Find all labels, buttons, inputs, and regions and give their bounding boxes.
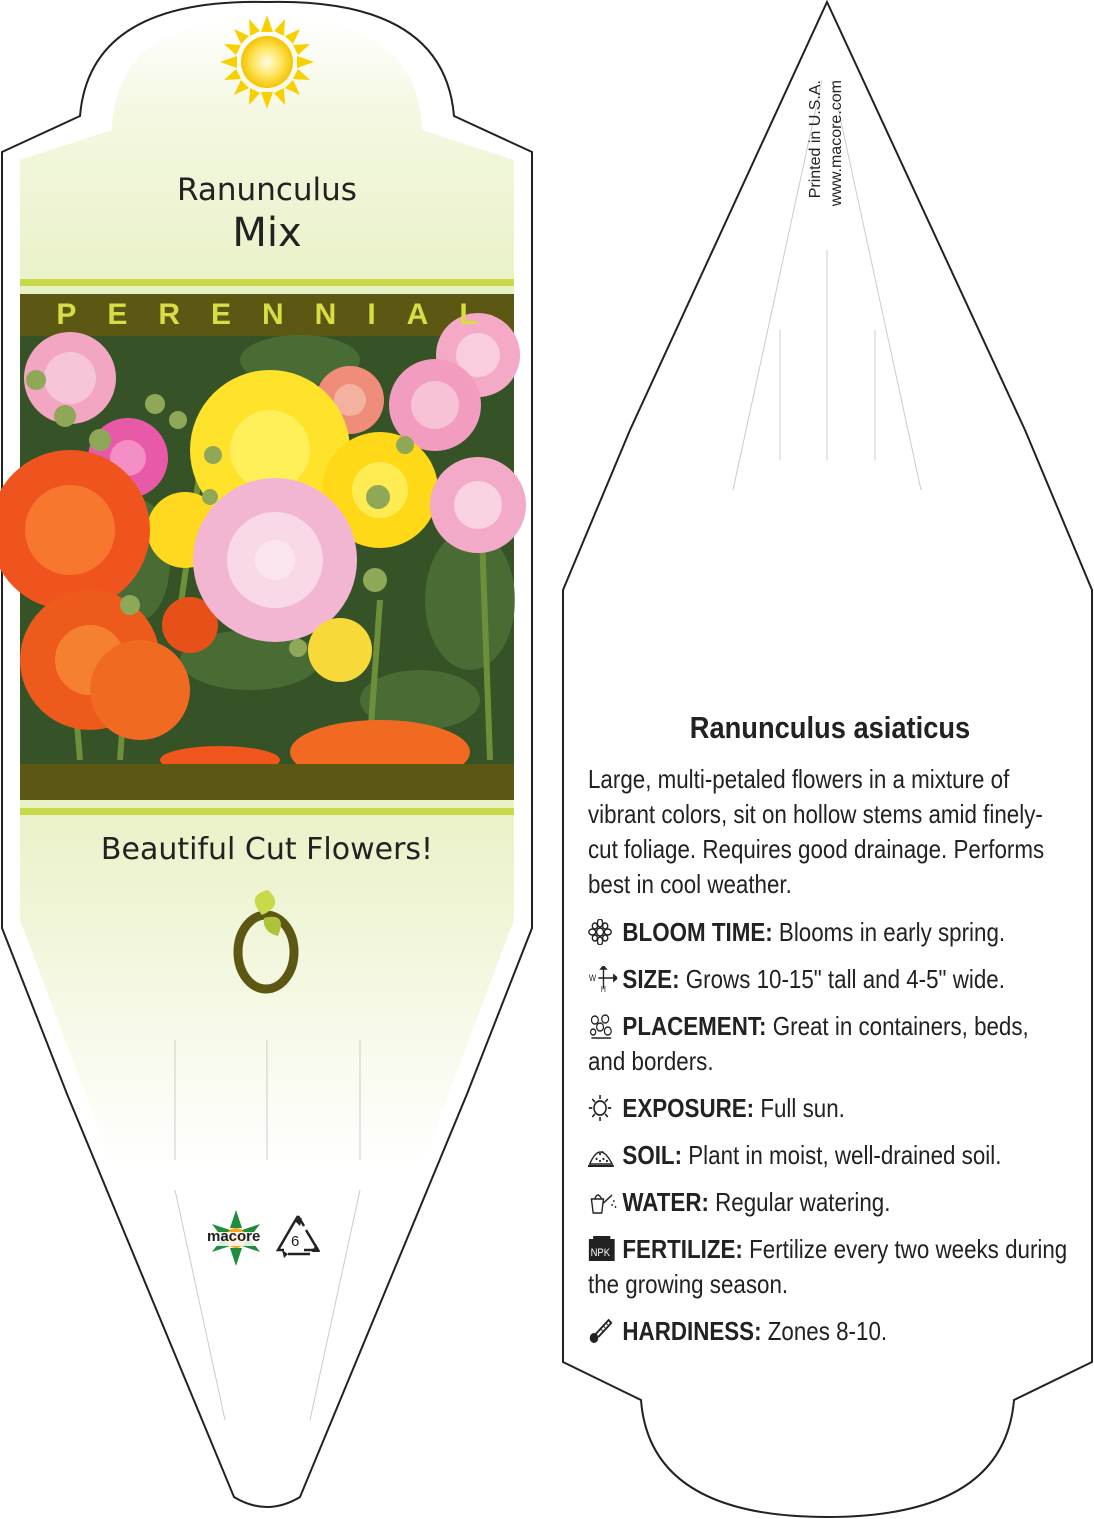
info-label: WATER: <box>622 1187 709 1217</box>
info-placement <box>588 1009 1070 1079</box>
plant-name-line2: Mix <box>232 210 302 256</box>
npk-letters: NPK <box>590 1247 611 1260</box>
printed-line: Printed in U.S.A. <box>807 80 824 199</box>
info-text: Blooms in early spring. <box>778 917 1006 947</box>
brand-label: macore <box>207 1228 261 1245</box>
info-exposure <box>588 1091 1070 1126</box>
sun-icon <box>588 1095 617 1121</box>
flower-icon <box>588 919 617 945</box>
info-label: SIZE: <box>622 964 680 994</box>
plant-name-line1: Ranunculus <box>177 172 357 208</box>
info-text: Grows 10-15" tall and 4-5" wide. <box>685 964 1005 994</box>
flower-photo <box>0 313 526 784</box>
info-fertilize <box>588 1232 1070 1302</box>
info-text: Plant in moist, well-drained soil. <box>688 1140 1002 1170</box>
category-band-bottom <box>20 764 514 800</box>
recycle-code: 6 <box>291 1233 300 1250</box>
sun-icon <box>220 15 314 109</box>
category-label: PERENNIAL <box>56 298 509 331</box>
info-label: SOIL: <box>622 1140 683 1170</box>
thermometer-icon <box>588 1318 617 1344</box>
info-label: HARDINESS: <box>622 1316 762 1346</box>
info-size <box>588 962 1070 997</box>
description: Large, multi-petaled flowers in a mixture of vibrant colors, sit on hollow stems amid finely-cut foliage. Requires good drainage. Performs best in cool weather. <box>588 764 1045 899</box>
info-soil <box>588 1138 1070 1173</box>
size-icon <box>588 966 617 992</box>
info-label: BLOOM TIME: <box>622 917 773 947</box>
info-water <box>588 1185 1070 1220</box>
info-label: EXPOSURE: <box>622 1093 755 1123</box>
website-line: www.macore.com <box>828 80 845 207</box>
light-band-top <box>20 279 514 286</box>
info-text: Fertilize every two weeks during the growing season. <box>588 1234 1068 1299</box>
soil-icon <box>588 1142 617 1168</box>
placement-icon <box>588 1013 617 1039</box>
printed-info <box>805 80 847 240</box>
size-h-letter: H <box>600 984 606 992</box>
size-w-letter: W <box>588 972 597 984</box>
info-text: Great in containers, beds, and borders. <box>588 1011 1029 1076</box>
info-hardiness <box>588 1314 1070 1349</box>
info-bloom-time <box>588 915 1070 950</box>
light-band-bottom <box>20 808 514 815</box>
info-text: Full sun. <box>760 1093 845 1123</box>
tagline: Beautiful Cut Flowers! <box>100 832 434 867</box>
info-text: Zones 8-10. <box>767 1316 888 1346</box>
info-label: PLACEMENT: <box>622 1011 767 1041</box>
npk-icon <box>588 1236 617 1262</box>
botanical-name: Ranunculus asiaticus <box>689 710 971 745</box>
info-text: Regular watering. <box>715 1187 891 1217</box>
watering-can-icon <box>588 1189 617 1215</box>
info-label: FERTILIZE: <box>622 1234 743 1264</box>
